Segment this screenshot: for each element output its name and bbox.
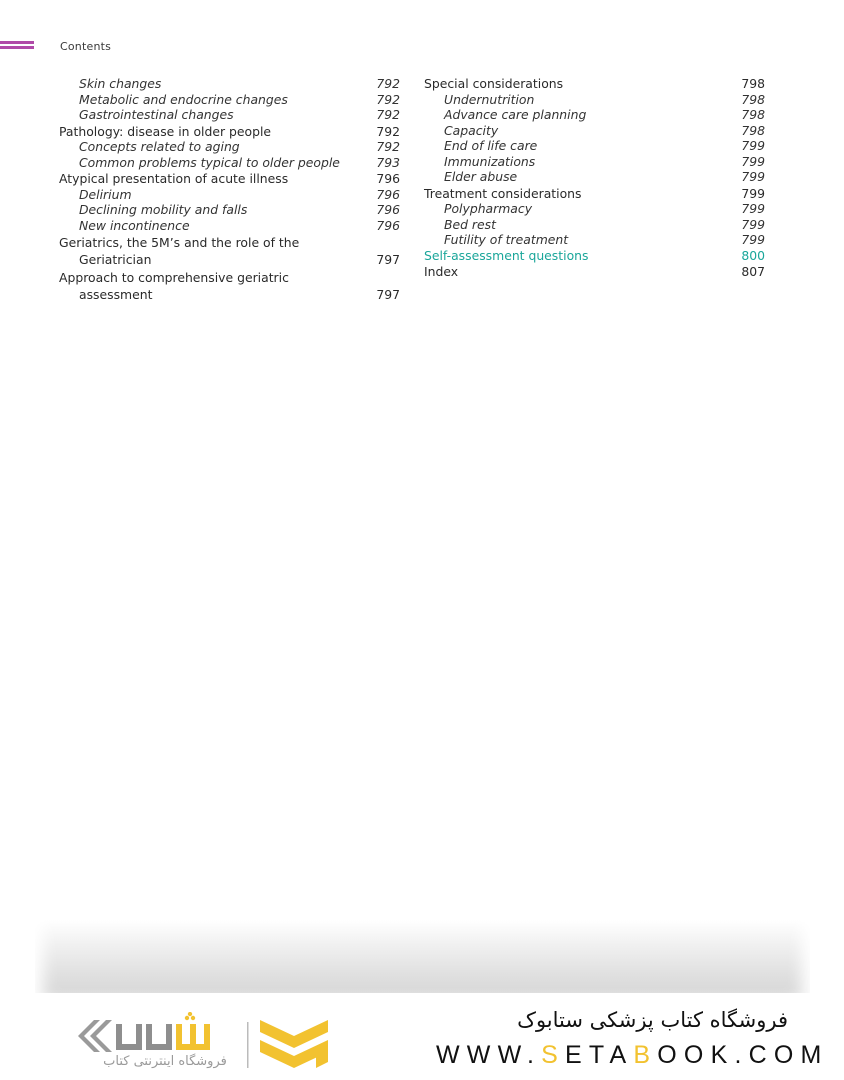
page-number: 799 <box>741 185 765 201</box>
store-name: فروشگاه کتاب پزشکی ستابوک <box>517 1008 788 1032</box>
page-number: 797 <box>376 251 400 267</box>
toc-entry[interactable]: Atypical presentation of acute illness 796 <box>59 171 400 186</box>
toc-entry[interactable]: Concepts related to aging 792 <box>79 139 400 154</box>
page-number: 799 <box>741 138 765 153</box>
page-number: 792 <box>376 139 400 154</box>
toc-entry[interactable]: Declining mobility and falls 796 <box>79 202 400 217</box>
header-rule-bottom <box>0 46 34 49</box>
toc-entry[interactable]: Approach to comprehensive geriatric assessment 797 <box>59 270 400 302</box>
page-number: 807 <box>741 264 765 279</box>
page-number: 796 <box>376 202 400 217</box>
page-number: 800 <box>741 247 765 263</box>
toc-entry[interactable]: Pathology: disease in older people 792 <box>59 123 400 139</box>
toc-entry[interactable]: Metabolic and endocrine changes 792 <box>79 91 400 107</box>
toc-entry[interactable]: Special considerations 798 <box>424 76 765 91</box>
toc-entry[interactable]: Skin changes 792 <box>79 76 400 91</box>
toc-entry[interactable]: Common problems typical to older people 793 <box>79 154 400 170</box>
toc-entry-index[interactable]: Index 807 <box>424 264 765 279</box>
page-number: 792 <box>376 76 400 91</box>
toc-entry[interactable]: Futility of treatment 799 <box>444 232 765 247</box>
page-number: 796 <box>376 171 400 186</box>
page-number: 792 <box>376 123 400 139</box>
toc-entry[interactable]: New incontinence 796 <box>79 217 400 233</box>
toc-entry[interactable]: Delirium 796 <box>79 186 400 202</box>
toc-right-column <box>424 76 765 280</box>
setabook-logo <box>72 1012 332 1076</box>
page-number: 799 <box>741 169 765 184</box>
section-title: Contents <box>60 40 112 53</box>
page-number: 799 <box>741 201 765 216</box>
page-number: 796 <box>376 217 400 233</box>
toc-entry[interactable]: Undernutrition 798 <box>444 91 765 107</box>
page-number: 798 <box>741 122 765 138</box>
logo-subtitle: فروشگاه اینترنتی کتاب <box>103 1054 227 1069</box>
toc-entry[interactable]: Polypharmacy 799 <box>444 201 765 216</box>
page-number: 792 <box>376 107 400 122</box>
page-number: 796 <box>376 186 400 202</box>
toc-entry[interactable]: Immunizations 799 <box>444 153 765 169</box>
page-number: 793 <box>376 154 400 170</box>
toc-entry[interactable]: Geriatrics, the 5M’s and the role of the Geriatrician 797 <box>59 235 400 267</box>
page-number: 792 <box>376 91 400 107</box>
page-number: 799 <box>741 153 765 169</box>
toc-entry[interactable]: End of life care 799 <box>444 138 765 153</box>
page-number: 799 <box>741 232 765 247</box>
toc-entry-self-assessment[interactable]: Self-assessment questions 800 <box>424 247 765 263</box>
toc-entry[interactable]: Capacity 798 <box>444 122 765 138</box>
page-number: 797 <box>376 286 400 302</box>
toc-entry[interactable]: Elder abuse 799 <box>444 169 765 184</box>
page-number: 799 <box>741 216 765 232</box>
page-number: 798 <box>741 76 765 91</box>
toc-entry[interactable]: Treatment considerations 799 <box>424 185 765 201</box>
page-bottom-shadow <box>35 920 810 993</box>
toc-entry[interactable]: Gastrointestinal changes 792 <box>79 107 400 122</box>
website-url[interactable]: WWW.SETABOOK.COM <box>436 1041 829 1069</box>
toc-entry[interactable]: Bed rest 799 <box>444 216 765 232</box>
header-rule-top <box>0 41 34 44</box>
toc-entry[interactable]: Advance care planning 798 <box>444 107 765 122</box>
page-number: 798 <box>741 91 765 107</box>
page-number: 798 <box>741 107 765 122</box>
toc-left-column <box>59 76 400 303</box>
